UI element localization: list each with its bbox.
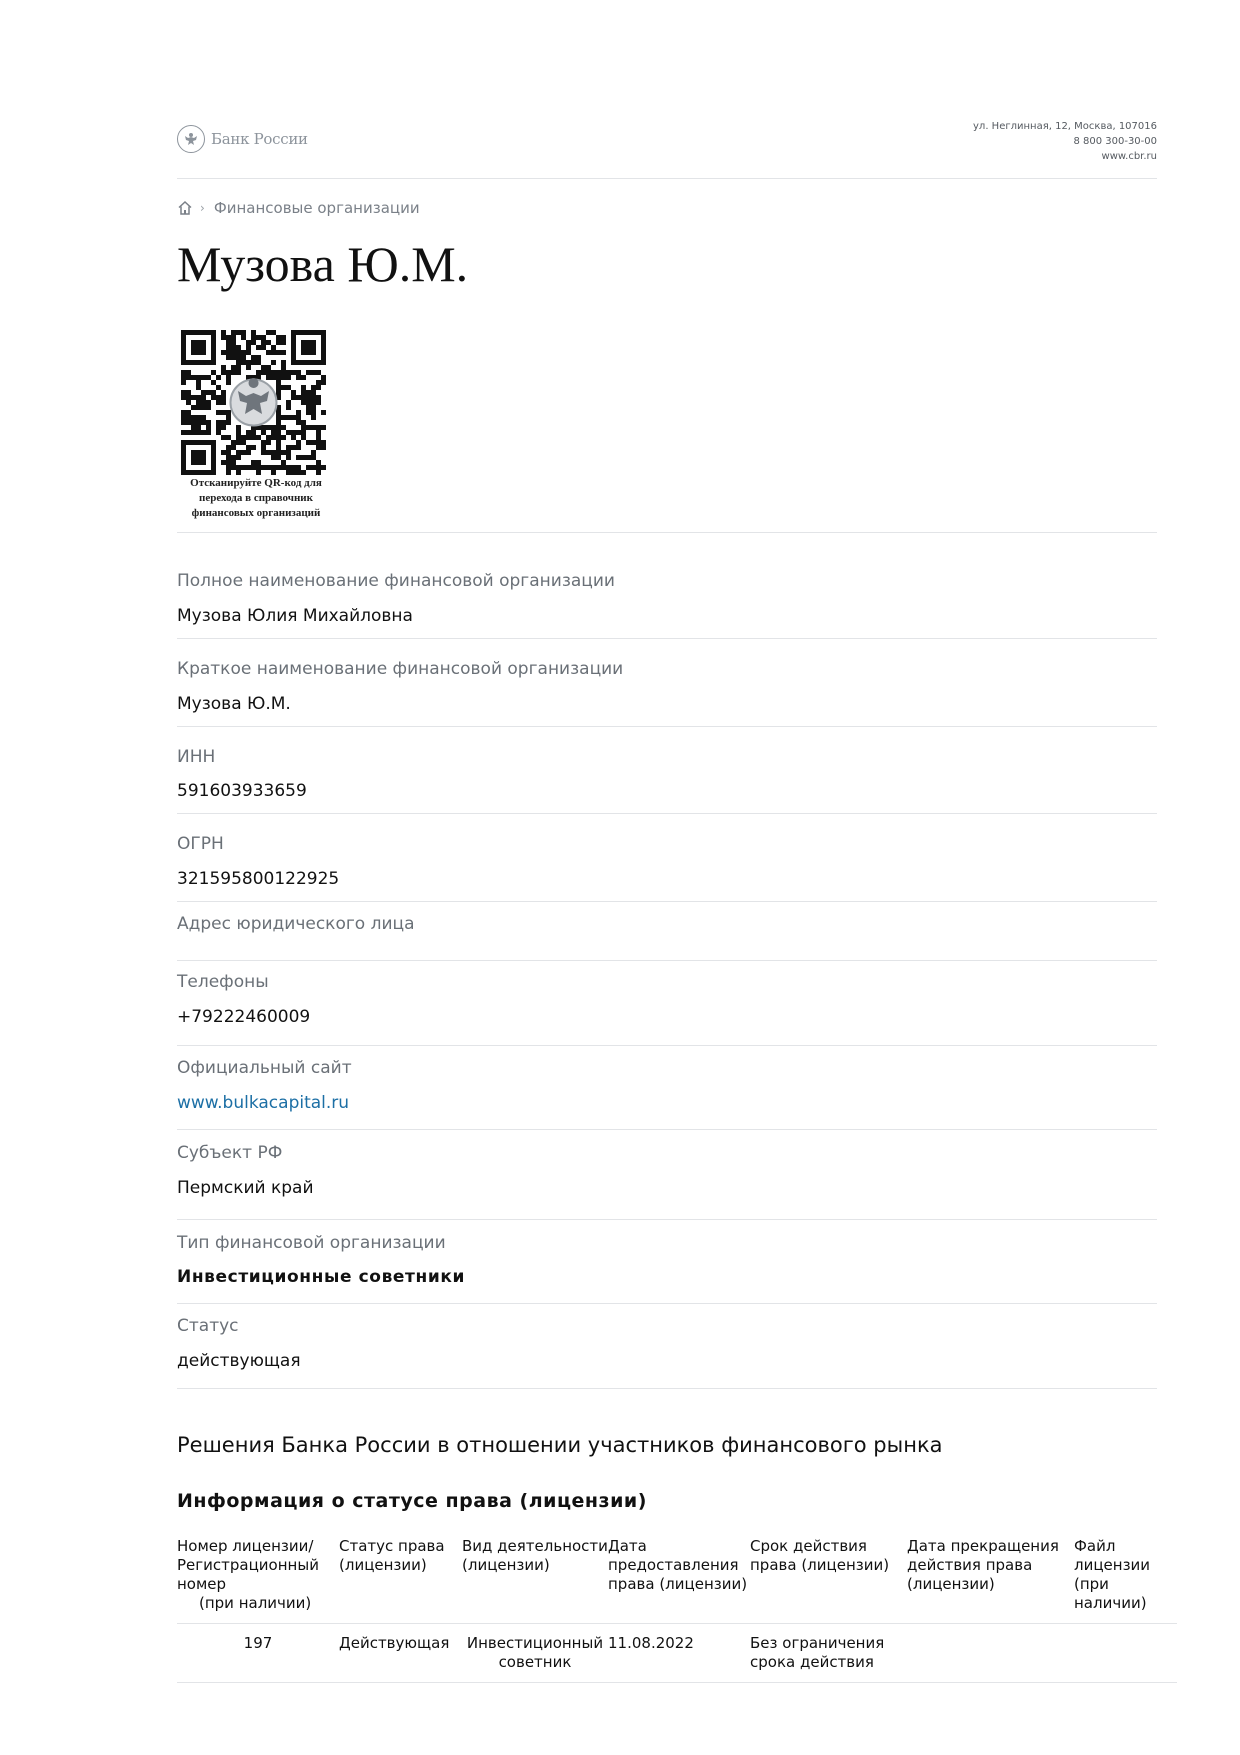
field-label: Официальный сайт [177, 1058, 352, 1078]
termination-date-cell [907, 1624, 1074, 1683]
header [177, 112, 1157, 179]
phone-text: 8 800 300-30-00 [1073, 136, 1157, 147]
eagle-emblem-icon [177, 125, 205, 153]
logo-text: Банк России [211, 130, 308, 148]
field-full-name [177, 533, 1157, 639]
field-value: Музова Юлия Михайловна [177, 606, 413, 626]
field-value: Музова Ю.М. [177, 694, 291, 714]
field-value: Пермский край [177, 1178, 314, 1198]
field-value: +79222460009 [177, 1007, 311, 1027]
license-number-cell: 197 [243, 1634, 273, 1652]
column-header: Вид деятельности (лицензии) [462, 1537, 608, 1574]
field-website [177, 1046, 1157, 1130]
field-legal-address [177, 902, 1157, 961]
breadcrumb [177, 199, 420, 217]
website-link[interactable]: www.cbr.ru [1101, 151, 1157, 162]
decisions-title: Решения Банка России в отношении участников финансового рынка [177, 1433, 943, 1457]
column-header: Файл лицензии (при наличии) [1074, 1537, 1151, 1612]
field-label: ИНН [177, 747, 216, 767]
column-header: Дата предоставления права (лицензии) [608, 1537, 748, 1593]
field-short-name [177, 639, 1157, 727]
field-status [177, 1304, 1157, 1389]
page-title: Музова Ю.М. [177, 236, 469, 292]
field-value: 321595800122925 [177, 869, 340, 889]
contacts-block [973, 119, 1157, 164]
qr-caption: Отсканируйте QR-код для перехода в справочник финансовых организаций [190, 477, 322, 519]
home-icon[interactable] [177, 200, 193, 216]
field-label: Телефоны [177, 972, 269, 992]
column-header: Срок действия права (лицензии) [750, 1537, 890, 1574]
field-phones [177, 961, 1157, 1046]
license-file-cell [1074, 1624, 1177, 1683]
field-value: 591603933659 [177, 781, 307, 801]
term-cell: Без ограничения срока действия [750, 1634, 885, 1671]
qr-code-icon [181, 330, 326, 475]
field-ogrn [177, 814, 1157, 902]
table-row [177, 1624, 1177, 1683]
field-value: действующая [177, 1351, 301, 1371]
activity-cell: Инвестиционный советник [466, 1634, 604, 1671]
official-site-link[interactable]: www.bulkacapital.ru [177, 1093, 350, 1113]
license-table [177, 1531, 1177, 1683]
field-label: Адрес юридического лица [177, 914, 415, 934]
address-text: ул. Неглинная, 12, Москва, 107016 [973, 121, 1157, 132]
column-header-text: Номер лицензии/ Регистрационный номер [177, 1537, 319, 1593]
cbr-logo[interactable] [177, 125, 308, 153]
field-inn [177, 727, 1157, 814]
field-label: Субъект РФ [177, 1143, 283, 1163]
column-header-note: (при наличии) [199, 1594, 312, 1612]
license-status-cell: Действующая [339, 1634, 450, 1652]
field-label: Краткое наименование финансовой организации [177, 659, 624, 679]
chevron-right-icon: › [200, 201, 205, 215]
qr-block [177, 330, 332, 521]
grant-date-cell: 11.08.2022 [608, 1634, 694, 1652]
column-header [177, 1531, 339, 1624]
field-label: Статус [177, 1316, 239, 1336]
column-header: Статус права (лицензии) [339, 1537, 445, 1574]
license-section-title: Информация о статусе права (лицензии) [177, 1490, 647, 1512]
column-header: Дата прекращения действия права (лицензии) [907, 1537, 1059, 1593]
table-header-row [177, 1531, 1177, 1624]
field-label: Тип финансовой организации [177, 1233, 446, 1253]
field-label: Полное наименование финансовой организации [177, 571, 615, 591]
field-org-type [177, 1220, 1157, 1304]
field-label: ОГРН [177, 834, 224, 854]
field-region [177, 1130, 1157, 1220]
field-value: Инвестиционные советники [177, 1267, 466, 1287]
breadcrumb-item[interactable]: Финансовые организации [213, 199, 420, 217]
